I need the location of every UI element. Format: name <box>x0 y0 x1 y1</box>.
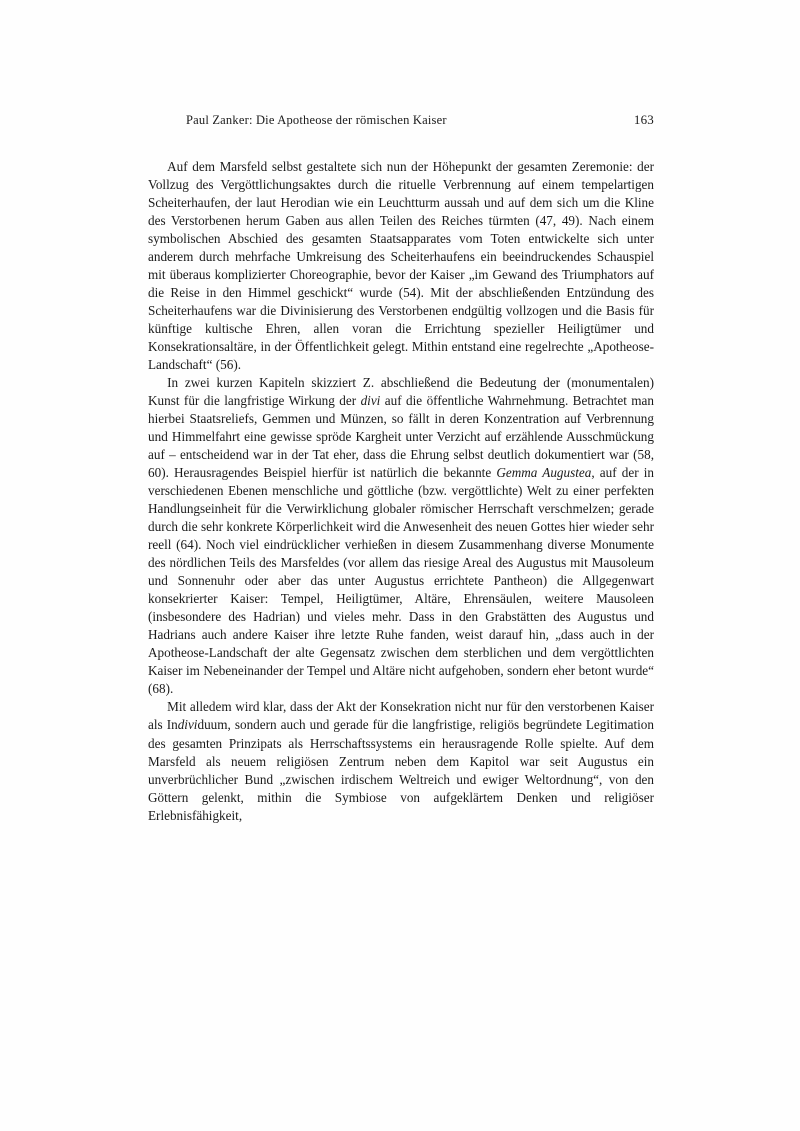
body-paragraph: In zwei kurzen Kapiteln skizziert Z. abschließend die Bedeutung der (monumentalen) Kunst für die langfristige Wirkung der divi auf die öffentliche Wahrnehmung. Betrachtet man hierbei Staatsreliefs, Gemmen und Münzen, so fällt in deren Konzentration auf Verbrennung und Himmelfahrt eine gewisse spröde Kargheit unter Verzicht auf erzählende Ausschmückung auf – entscheidend war in der Tat eher, dass die Ehrung selbst deutlich dokumentiert war (58, 60). Herausragendes Beispiel hierfür ist natürlich die bekannte Gemma Augustea, auf der in verschiedenen Ebenen menschliche und göttliche (bzw. vergöttlichte) Welt zu einer perfekten Handlungseinheit für die Verwirklichung globaler römischer Herrschaft verschmelzen; gerade durch die sehr konkrete Körperlichkeit wird die Anwesenheit des neuen Gottes hier wieder sehr reell (64). Noch viel eindrücklicher verhießen in diesem Zusammenhang diverse Monumente des nördlichen Teils des Marsfeldes (vor allem das riesige Areal des Augustus mit Mausoleum und Sonnenuhr oder aber das unter Augustus errichtete Pantheon) die Allgegenwart konsekrierter Kaiser: Tempel, Heiligtümer, Altäre, Ehrensäulen, weitere Mausoleen (insbesondere des Hadrian) und vieles mehr. Dass in den Grabstätten des Augustus und Hadrians auch andere Kaiser ihre letzte Ruhe fanden, weist darauf hin, „dass auch in der Apotheose-Landschaft der alte Gegensatz zwischen dem sterblichen und dem vergöttlichten Kaiser im Nebeneinander der Tempel und Altäre nicht aufgehoben, sondern eher betont wurde“ (68). <box>148 375 654 697</box>
page-content <box>148 112 654 825</box>
running-head <box>148 112 654 128</box>
body-paragraph: Mit alledem wird klar, dass der Akt der Konsekration nicht nur für den verstorbenen Kaiser als Individuum, sondern auch und gerade für die langfristige, religiös begründete Legitimation des gesamten Prinzipats als Herrschaftssystems ein herausragende Rolle spielte. Auf dem Marsfeld als neuem religiösen Zentrum neben dem Kapitol war seit Augustus ein unverbrüchlicher Bund „zwischen irdischem Weltreich und ewiger Weltordnung“, von den Göttern gelenkt, mithin die Symbiose von aufgeklärtem Denken und religiöser Erlebnisfähigkeit, <box>148 699 654 823</box>
running-head-title: Paul Zanker: Die Apotheose der römischen Kaiser <box>186 113 447 127</box>
page-number: 163 <box>633 112 654 127</box>
body-paragraph: Auf dem Marsfeld selbst gestaltete sich nun der Höhepunkt der gesamten Zeremonie: der Vollzug des Vergöttlichungsaktes durch die rituelle Verbrennung auf einem tempelartigen Scheiterhaufen, der laut Herodian wie ein Leuchtturm aussah und auf dem sich um die Kline des Verstorbenen herum Gaben aus allen Teilen des Reiches türmten (47, 49). Nach einem symbolischen Abschied des gesamten Staatsapparates vom Toten entwickelte sich unter anderem durch mehrfache Umkreisung des Scheiterhaufens ein beeindruckendes Schauspiel mit überaus komplizierter Choreographie, bevor der Kaiser „im Gewand des Triumphators auf die Reise in den Himmel geschickt“ wurde (54). Mit der abschließenden Entzündung des Scheiterhaufens war die Divinisierung des Verstorbenen endgültig vollzogen und die Basis für künftige kultische Ehren, allen voran die Errichtung spezieller Heiligtümer und Konsekrationsaltäre, in der Öffentlichkeit gelegt. Mithin entstand eine regelrechte „Apotheose-Landschaft“ (56). <box>148 159 654 373</box>
